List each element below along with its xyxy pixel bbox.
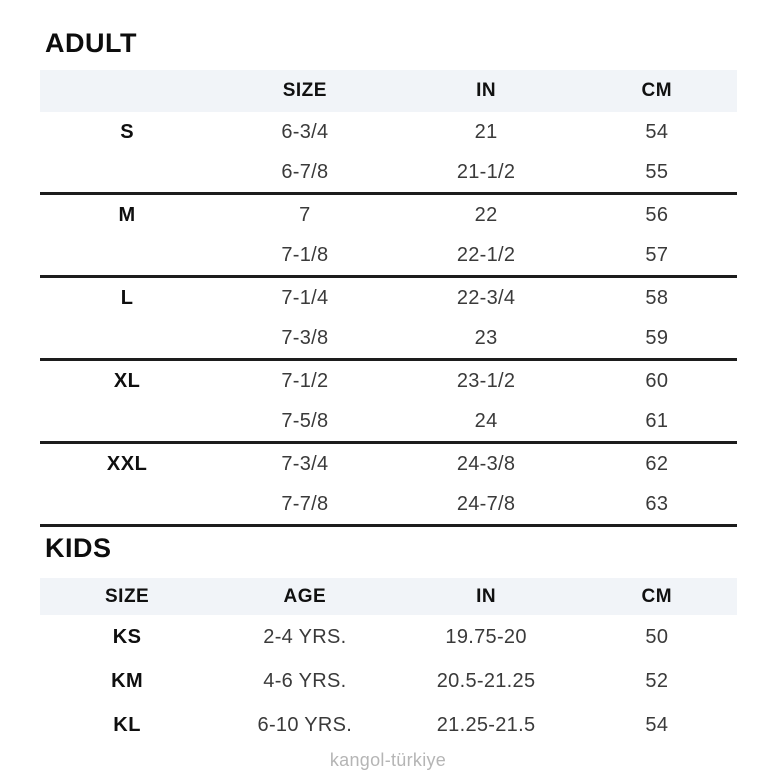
cm-cell: 59	[645, 326, 669, 349]
cm-cell: 52	[645, 669, 669, 692]
cm-cell: 50	[645, 625, 669, 648]
kids-header-size: SIZE	[105, 585, 150, 607]
size-cell: 7	[299, 203, 311, 226]
adult-header-in: IN	[476, 80, 497, 101]
cm-cell: 54	[645, 120, 669, 143]
table-row	[40, 444, 737, 484]
cm-cell: 55	[645, 160, 669, 183]
in-cell: 24	[474, 409, 498, 432]
size-group-label: M	[118, 203, 136, 226]
size-group-label: XXL	[106, 452, 148, 475]
kids-section-title: KIDS	[45, 533, 112, 563]
cm-cell: 63	[645, 492, 669, 515]
cm-cell: 58	[645, 286, 669, 309]
adult-header-cm: CM	[641, 80, 673, 101]
size-group-label: L	[120, 286, 134, 309]
size-cell: 6-3/4	[281, 120, 329, 143]
in-cell: 24-7/8	[456, 492, 516, 515]
cm-cell: 56	[645, 203, 669, 226]
size-group-label: XL	[113, 369, 141, 392]
age-cell: 2-4 YRS.	[263, 625, 347, 648]
size-cell: 7-3/4	[281, 452, 329, 475]
table-row	[40, 152, 737, 195]
in-cell: 22	[474, 203, 498, 226]
size-group-label: KM	[111, 669, 144, 692]
table-row	[40, 659, 737, 703]
size-group-label: S	[120, 120, 135, 143]
size-cell: 7-1/2	[281, 369, 329, 392]
in-cell: 21	[474, 120, 498, 143]
table-row	[40, 484, 737, 527]
adult-table-header-row	[40, 70, 737, 112]
cm-cell: 60	[645, 369, 669, 392]
watermark-text: kangol-türkiye	[329, 750, 447, 770]
size-group-label: KS	[112, 625, 142, 648]
table-row	[40, 318, 737, 361]
size-cell: 7-1/8	[281, 243, 329, 266]
cm-cell: 54	[645, 713, 669, 736]
table-row	[40, 361, 737, 401]
in-cell: 21.25-21.5	[436, 713, 536, 736]
kids-table-header-row	[40, 578, 737, 615]
table-row	[40, 112, 737, 152]
size-cell: 7-5/8	[281, 409, 329, 432]
in-cell: 20.5-21.25	[436, 669, 536, 692]
table-row	[40, 195, 737, 235]
table-row	[40, 278, 737, 318]
kids-size-table	[40, 578, 737, 747]
adult-size-table	[40, 70, 737, 527]
in-cell: 22-3/4	[456, 286, 516, 309]
cm-cell: 61	[645, 409, 669, 432]
in-cell: 21-1/2	[456, 160, 516, 183]
size-cell: 6-7/8	[281, 160, 329, 183]
kids-header-cm: CM	[641, 585, 673, 607]
cm-cell: 57	[645, 243, 669, 266]
age-cell: 4-6 YRS.	[263, 669, 347, 692]
kids-header-in: IN	[476, 585, 497, 607]
size-group-label: KL	[113, 713, 141, 736]
table-row	[40, 615, 737, 659]
in-cell: 24-3/8	[456, 452, 516, 475]
in-cell: 23	[474, 326, 498, 349]
table-row	[40, 401, 737, 444]
table-row	[40, 235, 737, 278]
adult-section-title: ADULT	[45, 28, 137, 58]
size-cell: 7-3/8	[281, 326, 329, 349]
in-cell: 19.75-20	[445, 625, 527, 648]
size-cell: 7-7/8	[281, 492, 329, 515]
cm-cell: 62	[645, 452, 669, 475]
table-row	[40, 703, 737, 747]
size-cell: 7-1/4	[281, 286, 329, 309]
in-cell: 23-1/2	[456, 369, 516, 392]
age-cell: 6-10 YRS.	[257, 713, 353, 736]
in-cell: 22-1/2	[456, 243, 516, 266]
adult-header-size: SIZE	[282, 80, 327, 101]
kids-header-age: AGE	[283, 585, 327, 607]
